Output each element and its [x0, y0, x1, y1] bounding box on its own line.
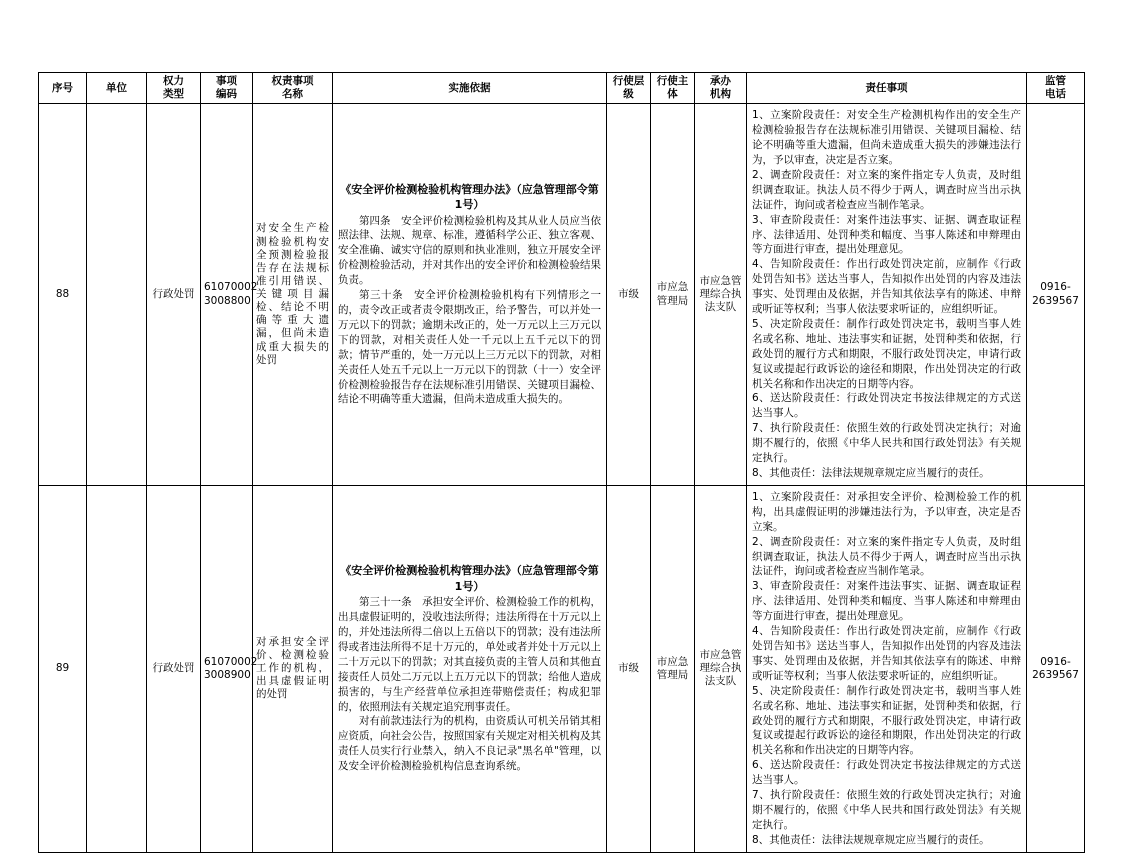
duty-item: 1、立案阶段责任：对承担安全评价、检测检验工作的机构，出具虚假证明的涉嫌违法行为，予以审查，决定是否立案。	[752, 490, 1021, 533]
duty-item: 4、告知阶段责任：作出行政处罚决定前，应制作《行政处罚告知书》送达当事人，告知拟作出处罚的内容及违法事实、处罚理由及依据，并告知其依法享有的陈述、申辩或听证等权利；当事人依法要求听证的，应组织听证。	[752, 258, 1021, 316]
header-power-type-line1: 权力	[163, 75, 184, 87]
duty-item: 6、送达阶段责任：行政处罚决定书按法律规定的方式送达当事人。	[752, 759, 1021, 787]
cell-code-line1: 61070002	[204, 281, 258, 294]
cell-code	[201, 485, 258, 852]
header-org	[695, 73, 747, 104]
cell-subject: 市应急管理局	[651, 485, 695, 852]
header-basis-label: 实施依据	[448, 81, 491, 94]
power-list-table	[38, 72, 1085, 853]
duty-item: 7、执行阶段责任：依照生效的行政处罚决定执行；对逾期不履行的，依照《中华人民共和国行政处罚法》有关规定执行。	[752, 789, 1021, 831]
cell-duty	[747, 485, 1027, 852]
duty-item: 2、调查阶段责任：对立案的案件指定专人负责，及时组织调查取证。执法人员不得少于两人，调查时应当出示执法证件，询问或者检查应当制作笔录。	[752, 168, 1021, 211]
header-unit-label: 单位	[106, 81, 127, 94]
cell-seq: 89	[39, 485, 87, 852]
header-code	[201, 73, 253, 104]
basis-paragraph: 第四条 安全评价检测检验机构及其从业人员应当依照法律、法规、规章、标准，遵循科学公正、独立客观、安全准确、诚实守信的原则和执业准则，独立开展安全评价检测检验活动，并对其作出的安全评价和检测检验结果负责。	[338, 214, 601, 287]
cell-phone-line1: 0916-	[1040, 281, 1071, 294]
duty-item: 2、调查阶段责任：对立案的案件指定专人负责，及时组织调查取证，执法人员不得少于两人，调查时应当出示执法证件，询问或者检查应当制作笔录。	[752, 535, 1021, 578]
duty-item: 1、立案阶段责任：对安全生产检测机构作出的安全生产检测检验报告存在法规标准引用错误、关键项目漏检、结论不明确等重大遗漏，但尚未造成重大损失的涉嫌违法行为，予以审查，决定是否立案。	[752, 109, 1021, 166]
header-level-line2: 级	[623, 88, 634, 101]
basis-title: 《安全评价检测检验机构管理办法》（应急管理部令第1号）	[340, 182, 599, 212]
cell-org: 市应急管理综合执法支队	[695, 485, 747, 852]
basis-paragraph: 对有前款违法行为的机构，由资质认可机关吊销其相应资质，向社会公告，按照国家有关规定对相关机构及其责任人员实行行业禁入，纳入不良记录"黑名单"管理，以及安全评价检测检验机构信息查询系统。	[338, 715, 601, 773]
duty-item: 6、送达阶段责任：行政处罚决定书按法律规定的方式送达当事人。	[752, 392, 1021, 420]
header-level-line1: 行使层	[612, 75, 645, 87]
header-seq-label: 序号	[52, 81, 73, 94]
duty-item: 7、执行阶段责任：依照生效的行政处罚决定执行；对逾期不履行的，依照《中华人民共和国行政处罚法》有关规定执行。	[752, 422, 1021, 465]
header-item-name-line2: 名称	[282, 88, 303, 101]
cell-phone	[1027, 485, 1085, 852]
header-subject-line2: 体	[667, 88, 678, 101]
header-power-type-line2: 类型	[163, 88, 184, 101]
table-header-row	[39, 73, 1085, 104]
header-phone-line2: 电话	[1045, 88, 1066, 101]
cell-seq: 88	[39, 104, 87, 486]
cell-unit	[87, 485, 147, 852]
header-level	[607, 73, 651, 104]
cell-power-type: 行政处罚	[147, 485, 201, 852]
cell-power-type: 行政处罚	[147, 104, 201, 486]
header-basis	[333, 73, 607, 104]
cell-duty	[747, 104, 1027, 486]
header-code-line1: 事项	[216, 75, 237, 87]
cell-phone	[1027, 104, 1085, 486]
header-phone	[1027, 73, 1085, 104]
cell-code-line2: 3008800	[204, 294, 251, 307]
header-duty	[747, 73, 1027, 104]
duty-item: 5、决定阶段责任：制作行政处罚决定书，载明当事人姓名或名称、地址、违法事实和证据，处罚种类和依据，行政处罚的履行方式和期限，不服行政处罚决定，申请行政复议或提起行政诉讼的途径和期限，作出处罚决定的行政机关名称和作出决定的日期等内容。	[752, 684, 1021, 757]
header-seq	[39, 73, 87, 104]
header-unit	[87, 73, 147, 104]
table-row	[39, 485, 1085, 852]
header-item-name-line1: 权责事项	[271, 75, 314, 87]
duty-item: 3、审查阶段责任：对案件违法事实、证据、调查取证程序、法律适用、处罚种类和幅度、当事人陈述和申辩理由等方面进行审查，提出处理意见。	[752, 580, 1021, 623]
basis-title: 《安全评价检测检验机构管理办法》（应急管理部令第1号）	[340, 564, 599, 593]
header-subject-line1: 行使主	[656, 75, 689, 87]
cell-phone-line1: 0916-	[1040, 655, 1071, 668]
cell-item-name: 对安全生产检测检验机构安全预测检验报告存在法规标准引用错误、关键项目漏检、结论不明确等重大遗漏，但尚未造成重大损失的处罚	[253, 104, 333, 486]
header-org-line2: 机构	[710, 88, 731, 101]
cell-unit	[87, 104, 147, 486]
table-row	[39, 104, 1085, 486]
cell-phone-line2: 2639567	[1032, 294, 1079, 307]
cell-code-line2: 3008900	[204, 668, 251, 681]
cell-basis	[333, 485, 607, 852]
cell-phone-line2: 2639567	[1032, 668, 1079, 681]
cell-code	[201, 104, 258, 486]
header-phone-line1: 监管	[1045, 75, 1066, 87]
cell-level: 市级	[607, 104, 651, 486]
cell-basis	[333, 104, 607, 486]
header-duty-label: 责任事项	[865, 81, 908, 94]
duty-item: 8、其他责任：法律法规规章规定应当履行的责任。	[752, 833, 990, 846]
duty-item: 4、告知阶段责任：作出行政处罚决定前，应制作《行政处罚告知书》送达当事人，告知拟作出处罚的内容及违法事实、处罚理由及依据，并告知其依法享有的陈述、申辩或听证等权利；当事人依法要求听证的，应组织听证。	[752, 625, 1021, 682]
header-subject	[651, 73, 695, 104]
cell-level: 市级	[607, 485, 651, 852]
duty-item: 3、审查阶段责任：对案件违法事实、证据、调查取证程序、法律适用、处罚种类和幅度、当事人陈述和申辩理由等方面进行审查，提出处理意见。	[752, 213, 1021, 256]
basis-paragraph: 第三十一条 承担安全评价、检测检验工作的机构，出具虚假证明的，没收违法所得；违法所得在十万元以上的，并处违法所得二倍以上五倍以下的罚款；没有违法所得或者违法所得不足十万元的，单处或者并处十万元以上二十万元以下的罚款；对其直接负责的主管人员和其他直接责任人员处二万元以上五万元以下的罚款；给他人造成损害的，与生产经营单位承担连带赔偿责任；构成犯罪的，依照刑法有关规定追究刑事责任。	[338, 596, 601, 713]
cell-item-name: 对承担安全评价、检测检验工作的机构，出具虚假证明的处罚	[253, 485, 333, 852]
header-org-line1: 承办	[710, 75, 731, 87]
duty-item: 5、决定阶段责任：制作行政处罚决定书，载明当事人姓名或名称、地址、违法事实和证据，处罚种类和依据，行政处罚的履行方式和期限，不服行政处罚决定，申请行政复议或提起行政诉讼的途径和期限，作出处罚决定的行政机关名称和作出决定的日期等内容。	[752, 317, 1021, 390]
table-body	[39, 104, 1085, 852]
header-item-name	[253, 73, 333, 104]
cell-org: 市应急管理综合执法支队	[695, 104, 747, 486]
cell-subject: 市应急管理局	[651, 104, 695, 486]
header-code-line2: 编码	[216, 88, 237, 101]
header-power-type	[147, 73, 201, 104]
basis-paragraph: 第三十条 安全评价检测检验机构有下列情形之一的，责令改正或者责令限期改正，给予警告，可以并处一万元以下的罚款；逾期未改正的，处一万元以上三万元以下的罚款，对相关责任人处一千元以上五千元以下的罚款；情节严重的，处一万元以上三万元以下的罚款，对相关责任人处五千元以上一万元以下的罚款（十一）安全评价检测检验报告存在法规标准引用错误、关键项目漏检、结论不明确等重大遗漏，但尚未造成重大损失的。	[338, 289, 601, 406]
cell-code-line1: 61070002	[204, 655, 258, 668]
duty-item: 8、其他责任：法律法规规章规定应当履行的责任。	[752, 467, 990, 479]
